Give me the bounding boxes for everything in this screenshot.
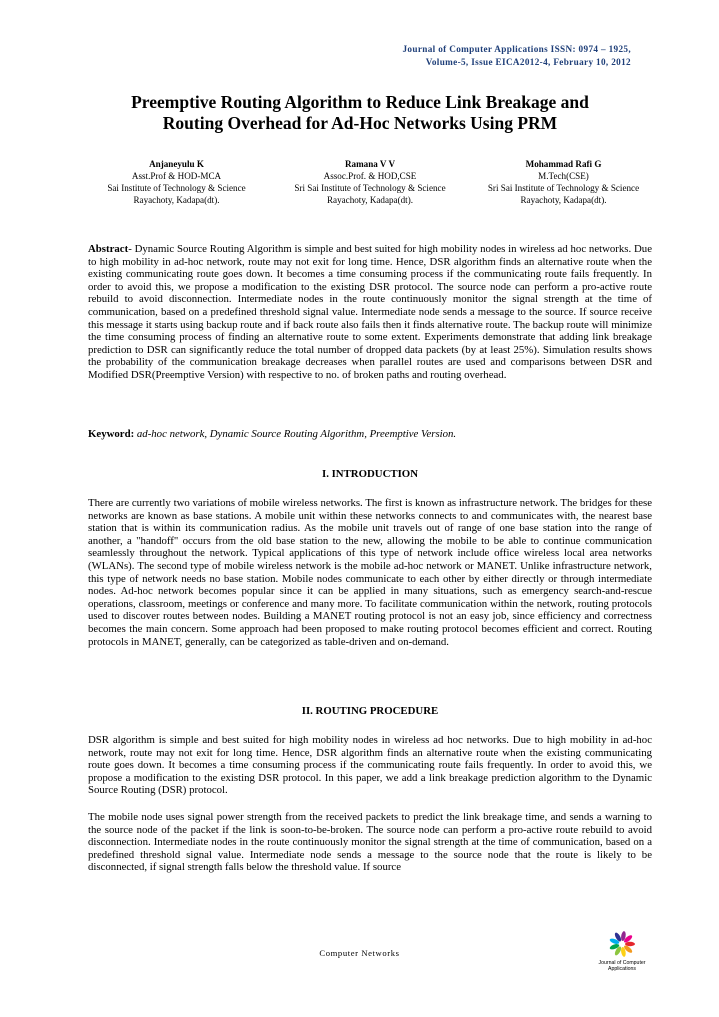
author-block [467,158,660,206]
abstract-paragraph [88,243,652,382]
logo-line-1: Journal of Computer [598,960,646,966]
author-block [274,158,467,206]
author-institute: Sri Sai Institute of Technology & Science [487,183,640,193]
section-heading-routing: II. ROUTING PROCEDURE [301,705,439,717]
author-role: Asst.Prof & HOD-MCA [131,171,222,181]
author-name: Ramana V V [344,159,396,169]
section-heading-introduction: I. INTRODUCTION [322,468,418,480]
author-role: Assoc.Prof. & HOD,CSE [323,171,417,181]
abstract-text: - Dynamic Source Routing Algorithm is simple and best suited for high mobility nodes in wireless ad hoc networks. Due to high mobility in ad-hoc network, route may not exit for long time. Hence, DSR algorithm finds an alternative route when the existing communicating route goes down. It becomes a time consuming process if the communicating route fails frequently. In order to avoid this, we propose a modification to the existing DSR protocol. The source node can perform a pro-active route rebuild to avoid disconnection. Intermediate nodes in the route continuously monitor the signal strength at the time of communication, based on a predefined threshold signal value. Intermediate node sends a message to the source. If source receive this message it starts using backup route and if back route also fails then it finds alternative route. The backup route will minimize the time consuming process of finding an alternative route to some extent. Experiments demonstrate that adding link breakage prediction to DSR can significantly reduce the total number of dropped data packets (by at least 25%). Simulation results shows the probability of the communication breakage decreases when parallel routes are used and comparisons between DSR and Modified DSR(Preemptive Version) with respective to no. of broken paths and routing overhead. [88,243,652,381]
author-institute: Sai Institute of Technology & Science [107,183,246,193]
introduction-paragraph: There are currently two variations of mobile wireless networks. The first is known as infrastructure network. The bridges for these networks are known as base stations. A mobile unit within these networks connects to and communicates with, the nearest base station that is within its communication radius. As the mobile unit travels out of range of one base station into the range of another, a "handoff" occurs from the old base station to the new, allowing the mobile to be able to continue communication seamlessly throughout the network. Typical applications of this type of network include office wireless local area networks (WLANs). The second type of mobile wireless network is the mobile ad-hoc network or MANET. Unlike infrastructure network, this type of network needs no base station. Mobile nodes communicate to each other by either directly or through intermediate nodes. Ad-hoc network becomes popular since it can be applied in many situations, such as emergency search-and-rescue operations, classroom, meetings or conference and many more. To facilitate communication within the network, routing protocols used to discover routes between nodes. Building a MANET routing protocol is not an easy job, since efficiency and correctness becomes the main concern. Some approach had been proposed to make routing protocol becomes efficient and correct. Routing protocols in MANET, generally, can be categorized as table-driven and on-demand. [88,497,652,648]
journal-logo-icon [608,930,636,958]
logo-petal [625,942,635,946]
logo-line-2: Applications [608,966,636,972]
author-place: Rayachoty, Kadapa(dt). [326,195,414,205]
keywords-paragraph [88,428,652,441]
keywords-text: ad-hoc network, Dynamic Source Routing Algorithm, Preemptive Version. [136,428,457,440]
paper-title [90,92,630,134]
title-line-1: Preemptive Routing Algorithm to Reduce Link Breakage and [131,92,589,112]
routing-paragraph-1: DSR algorithm is simple and best suited for high mobility nodes in wireless ad hoc networks. Due to high mobility in ad-hoc network, route may not exit for long time. Hence, DSR algorithm finds an alternative route when the existing communicating route goes down. It becomes a time consuming process if the communicating route fails frequently. In order to avoid this, we propose a modification to the existing DSR protocol. In this paper, we add a link breakage prediction algorithm to the Dynamic Source Routing (DSR) protocol. [88,734,652,797]
author-place: Rayachoty, Kadapa(dt). [133,195,220,205]
page-footer: Computer Networks [319,948,400,958]
author-role: M.Tech(CSE) [538,171,589,181]
author-list [80,158,660,206]
journal-logo [589,930,655,972]
routing-paragraph-2: The mobile node uses signal power strength from the received packets to predict the link breakage time, and sends a warning to the source node of the packet if the link is soon-to-be-broken. The source node can perform a pro-active route rebuild to avoid disconnection. Intermediate nodes in the route continuously monitor the signal strength at the time of communication, based on a predefined threshold signal value. Intermediate node sends a message to the source node that the route is likely to be disconnected, if signal strength falls below the threshold value. If source [88,811,652,874]
author-name: Anjaneyulu K [149,159,204,169]
author-block [80,158,273,206]
journal-logo-text [589,960,655,972]
keywords-label: Keyword: [88,428,135,440]
abstract-label: Abstract [88,243,129,255]
journal-header [301,43,631,69]
title-line-2: Routing Overhead for Ad-Hoc Networks Using PRM [162,113,558,133]
author-place: Rayachoty, Kadapa(dt). [520,195,607,205]
author-institute: Sri Sai Institute of Technology & Science [294,183,446,193]
author-name: Mohammad Rafi G [525,159,602,169]
journal-issue-line: Volume-5, Issue EICA2012-4, February 10, 2012 [425,57,631,67]
journal-issn-line: Journal of Computer Applications ISSN: 0974 – 1925, [402,44,631,54]
